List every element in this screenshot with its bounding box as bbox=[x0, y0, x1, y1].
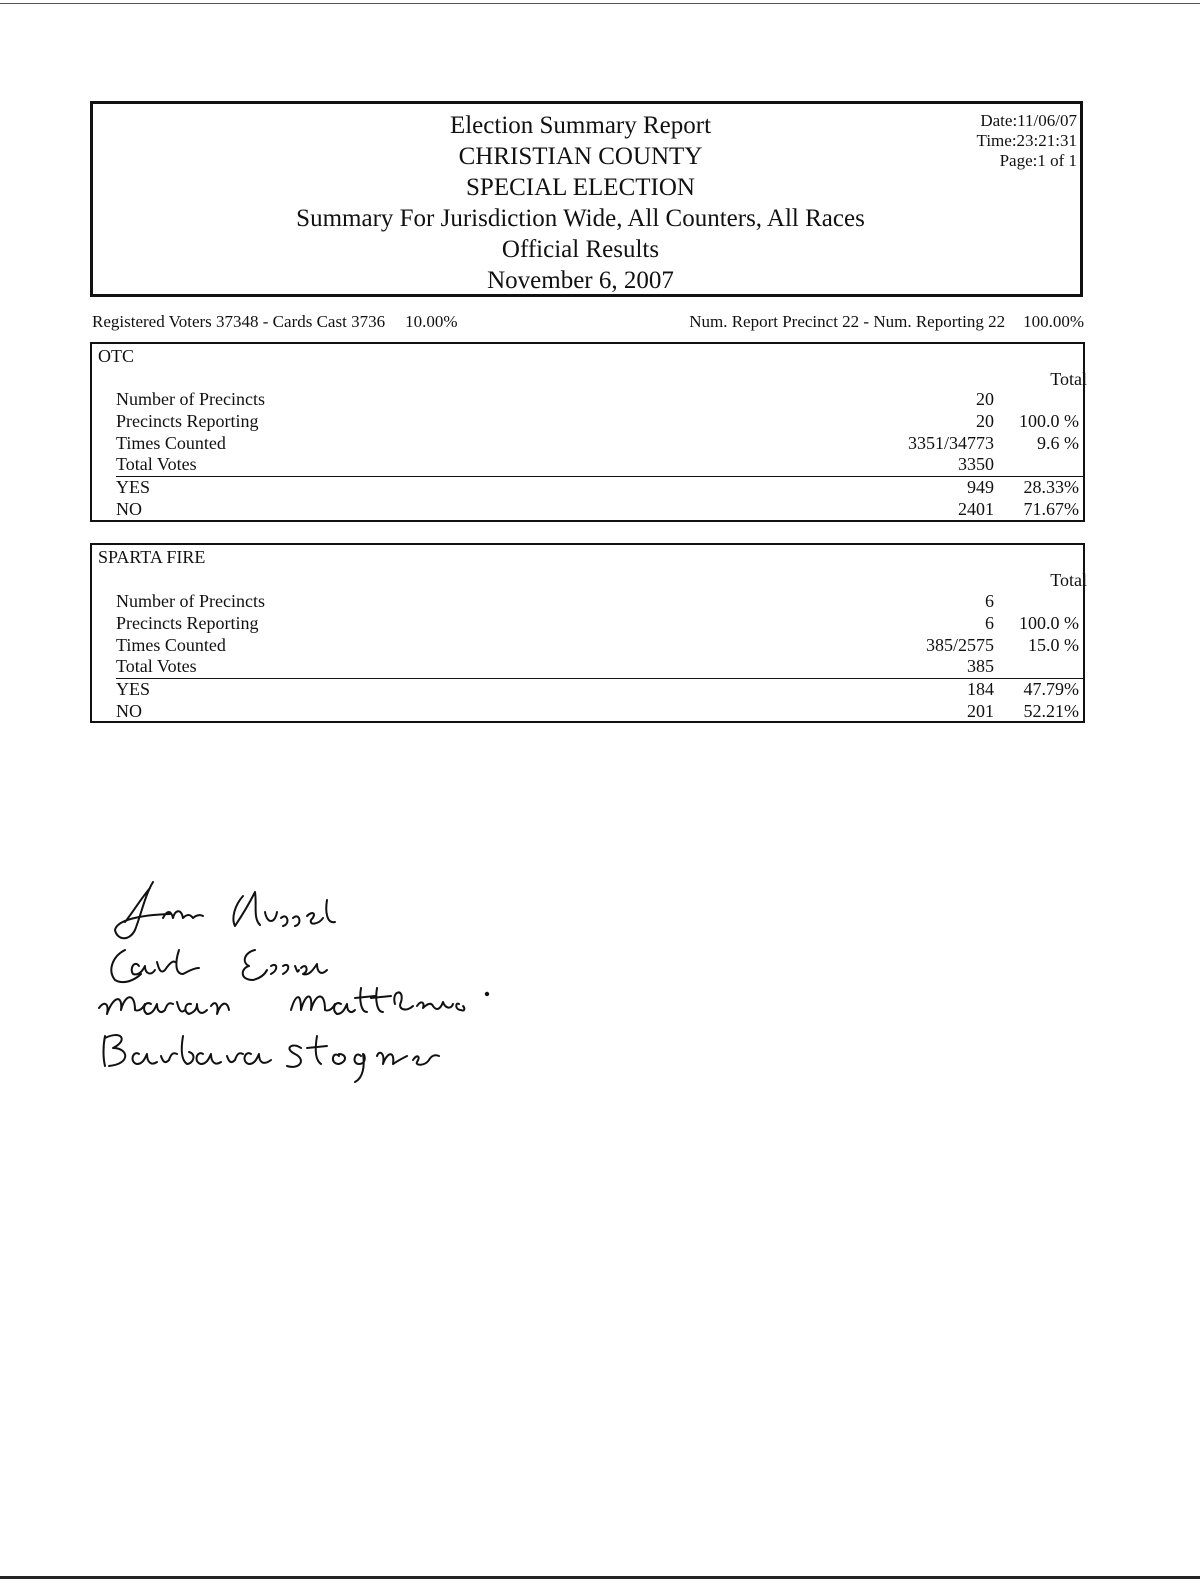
signature-4 bbox=[104, 1035, 440, 1082]
choice-votes: 949 bbox=[967, 477, 994, 497]
stat-row bbox=[92, 655, 1083, 677]
choice-row bbox=[92, 476, 1083, 498]
precinct-summary bbox=[689, 312, 1084, 332]
choice-votes: 2401 bbox=[958, 499, 994, 519]
report-meta bbox=[977, 111, 1077, 171]
election-type: SPECIAL ELECTION bbox=[466, 174, 695, 201]
report-header bbox=[90, 101, 1083, 297]
choice-votes: 184 bbox=[967, 679, 994, 699]
choice-row bbox=[92, 678, 1083, 700]
report-time: Time:23:21:31 bbox=[976, 131, 1077, 150]
stat-percent: 15.0 % bbox=[1028, 635, 1079, 655]
stat-label: Number of Precincts bbox=[116, 591, 265, 611]
stat-row bbox=[92, 388, 1083, 410]
election-date: November 6, 2007 bbox=[487, 267, 674, 294]
choice-label: NO bbox=[116, 701, 142, 721]
choice-label: NO bbox=[116, 499, 142, 519]
stat-row bbox=[92, 432, 1083, 454]
signature-2 bbox=[111, 950, 327, 982]
choice-percent: 52.21% bbox=[1023, 701, 1079, 721]
registration-text: Registered Voters 37348 - Cards Cast 3736 bbox=[92, 312, 386, 331]
race-sparta-fire bbox=[90, 543, 1085, 723]
stat-row bbox=[92, 634, 1083, 656]
report-page: Page:1 of 1 bbox=[999, 151, 1077, 170]
stat-value: 6 bbox=[985, 591, 994, 611]
choice-label: YES bbox=[116, 477, 151, 497]
precinct-text: Num. Report Precinct 22 - Num. Reporting 22 bbox=[689, 312, 1006, 331]
stat-percent: 100.0 % bbox=[1019, 613, 1079, 633]
choice-percent: 47.79% bbox=[1023, 679, 1079, 699]
summary-scope: Summary For Jurisdiction Wide, All Counters, All Races bbox=[296, 205, 865, 232]
registration-summary bbox=[92, 312, 458, 332]
stat-label: Precincts Reporting bbox=[116, 411, 259, 431]
page-top-border bbox=[0, 3, 1200, 4]
turnout-percent: 10.00% bbox=[405, 312, 458, 331]
choice-row bbox=[92, 700, 1083, 722]
choice-label: YES bbox=[116, 679, 151, 699]
stat-value: 3351/34773 bbox=[907, 433, 994, 453]
stat-row bbox=[92, 590, 1083, 612]
report-date: Date:11/06/07 bbox=[980, 111, 1077, 130]
total-column-header: Total bbox=[1050, 369, 1087, 389]
report-title: Election Summary Report bbox=[449, 112, 712, 139]
stat-value: 385/2575 bbox=[925, 635, 994, 655]
stat-label: Times Counted bbox=[116, 433, 226, 453]
total-column-header: Total bbox=[1050, 570, 1087, 590]
page-bottom-border bbox=[0, 1576, 1200, 1579]
signature-3 bbox=[99, 988, 488, 1014]
signature-1 bbox=[115, 882, 335, 938]
stat-row bbox=[92, 453, 1083, 475]
stat-percent: 9.6 % bbox=[1037, 433, 1079, 453]
stat-label: Precincts Reporting bbox=[116, 613, 259, 633]
stat-label: Times Counted bbox=[116, 635, 226, 655]
race-name: OTC bbox=[98, 346, 134, 366]
stat-percent: 100.0 % bbox=[1019, 411, 1079, 431]
reporting-percent: 100.00% bbox=[1023, 312, 1084, 331]
race-otc bbox=[90, 342, 1085, 522]
results-status: Official Results bbox=[501, 236, 660, 263]
county-name: CHRISTIAN COUNTY bbox=[458, 143, 703, 170]
handwritten-signatures bbox=[95, 870, 515, 1090]
choice-row bbox=[92, 498, 1083, 520]
choice-votes: 201 bbox=[967, 701, 994, 721]
stat-row bbox=[92, 612, 1083, 634]
choice-percent: 28.33% bbox=[1023, 477, 1079, 497]
choice-percent: 71.67% bbox=[1023, 499, 1079, 519]
report-title-block bbox=[93, 110, 1080, 296]
stat-value: 385 bbox=[967, 656, 994, 676]
stat-row bbox=[92, 410, 1083, 432]
stat-value: 20 bbox=[976, 389, 994, 409]
stat-label: Number of Precincts bbox=[116, 389, 265, 409]
stat-value: 6 bbox=[985, 613, 994, 633]
stat-value: 20 bbox=[976, 411, 994, 431]
signatures-block bbox=[95, 870, 515, 1095]
stat-value: 3350 bbox=[958, 454, 994, 474]
stat-label: Total Votes bbox=[116, 454, 197, 474]
race-name: SPARTA FIRE bbox=[98, 547, 206, 567]
stat-label: Total Votes bbox=[116, 656, 197, 676]
